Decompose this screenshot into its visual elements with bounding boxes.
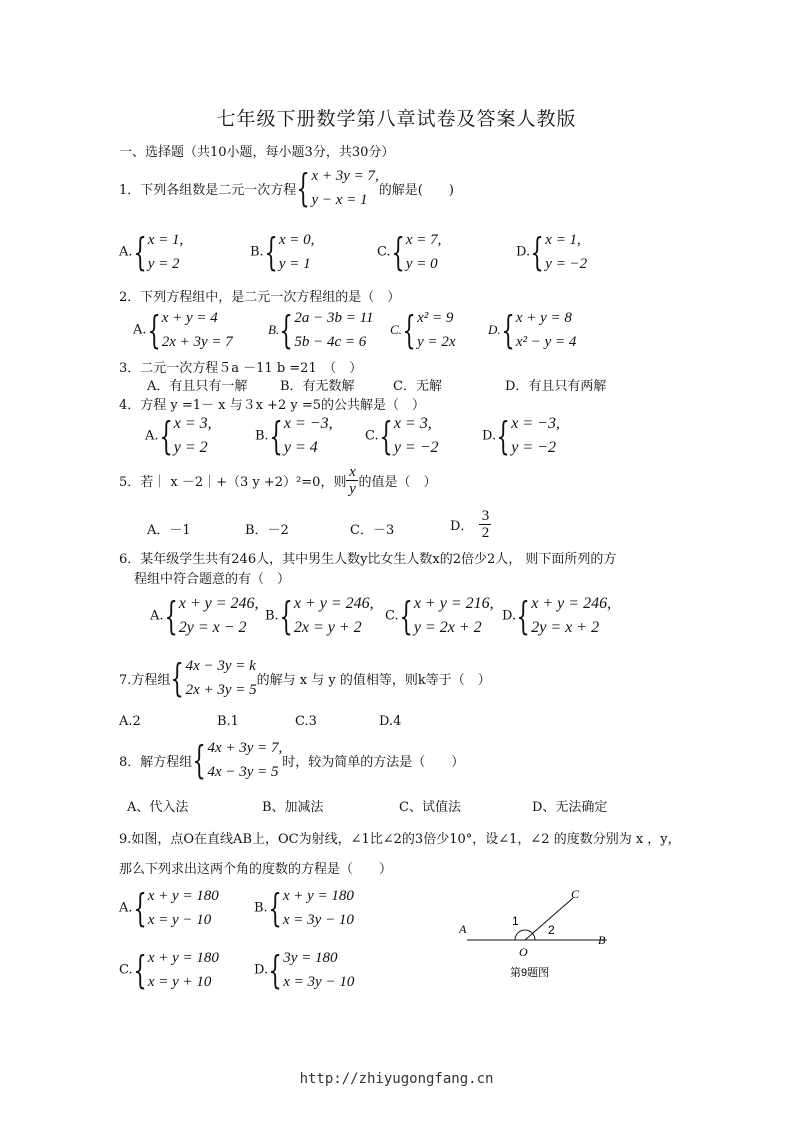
q5-stem: 5．若｜ x －2｜+（3 y +2）²=0，则 [119, 475, 347, 490]
q1-system: { x + 3y = 7, y − x = 1 [296, 166, 379, 210]
question-8 [119, 736, 464, 784]
q6-option-c: C. { x + y = 216, y = 2x + 2 [385, 594, 494, 638]
angle-1-label: 1 [512, 914, 519, 928]
q6-option-b: B. { x + y = 246, 2x = y + 2 [265, 594, 374, 638]
point-b-label: B [598, 933, 606, 947]
question-5 [119, 464, 436, 497]
q5-option-b: B．－2 [245, 523, 289, 538]
q8-option-a: A、代入法 [127, 800, 189, 815]
page-title: 七年级下册数学第八章试卷及答案人教版 [216, 108, 577, 130]
q8-system: { 4x + 3y = 7, 4x − 3y = 5 [192, 738, 283, 782]
q9-option-d: D. { 3y = 180 x = 3y − 10 [254, 948, 355, 992]
q8-option-d: D、无法确定 [532, 800, 608, 815]
question-6-line-1: 6．某年级学生共有246人，其中男生人数y比女生人数x的2倍少2人， 则下面所列的方 [119, 552, 617, 567]
q2-option-a: A. { x + y = 4 2x + 3y = 7 [133, 308, 233, 352]
angle-arc [515, 930, 535, 940]
question-6-line-2: 程组中符合题意的有（ ） [134, 572, 291, 587]
angle-2-label: 2 [548, 923, 555, 937]
q7-option-b: B.1 [217, 714, 239, 729]
q3-option-c: C．无解 [393, 379, 442, 394]
q6-option-a: A. { x + y = 246, 2y = x − 2 [150, 594, 259, 638]
q6-option-d: D. { x + y = 246, 2y = x + 2 [502, 594, 612, 638]
question-7 [119, 654, 491, 702]
q5-option-c: C．－3 [350, 523, 395, 538]
q1-option-a: A. { x = 1, y = 2 [119, 230, 184, 274]
q3-option-d: D．有且只有两解 [505, 379, 607, 394]
question-2: 2．下列方程组中，是二元一次方程组的是（ ） [119, 290, 401, 305]
q7-system: { 4x − 3y = k 2x + 3y = 5 [170, 656, 257, 700]
q3-option-a: A．有且只有一解 [147, 379, 248, 394]
q4-option-a: A. { x = 3, y = 2 [145, 414, 212, 458]
q8-option-c: C、试值法 [399, 800, 461, 815]
figure-caption: 第9题图 [510, 967, 550, 979]
q9-option-b: B. { x + y = 180 x = 3y − 10 [254, 886, 354, 930]
q7-option-a: A.2 [119, 714, 141, 729]
q9-option-c: C. { x + y = 180 x = y + 10 [119, 948, 219, 992]
q1-option-d: D. { x = 1, y = −2 [516, 230, 588, 274]
q2-option-d: D. { x + y = 8 x² − y = 4 [488, 308, 577, 352]
q4-option-b: B. { x = −3, y = 4 [255, 414, 333, 458]
q7-stem-end: 的解与 x 与 y 的值相等，则k等于（ ） [256, 672, 491, 688]
point-a-label: A [459, 922, 467, 936]
q1-stem: 1．下列各组数是二元一次方程 [119, 182, 297, 198]
question-4: 4．方程 y =1－ x 与３x +2 y =5的公共解是（ ） [119, 398, 426, 413]
q8-stem-end: 时，较为简单的方法是（ ） [282, 754, 465, 770]
q5-stem-end: 的值是（ ） [358, 475, 437, 490]
point-o-label: O [519, 945, 528, 959]
q5-option-a: A．－1 [147, 523, 191, 538]
q3-option-b: B．有无数解 [280, 379, 355, 394]
question-9-line-1: 9.如图，点O在直线AB上，OC为射线，∠1比∠2的3倍少10°，设∠1，∠2 的度数分别为 x ，y， [119, 832, 681, 847]
point-c-label: C [571, 887, 580, 901]
q5-fraction: $\frac{x}{y}$ [346, 464, 358, 497]
section-heading: 一、选择题（共10小题，每小题3分，共30分） [119, 145, 395, 160]
q9-figure [455, 880, 625, 985]
q8-stem: 8．解方程组 [119, 754, 193, 770]
q4-option-d: D. { x = −3, y = −2 [482, 414, 560, 458]
q7-option-d: D.4 [379, 714, 402, 729]
footer-url[interactable]: http://zhiyugongfang.cn [299, 1071, 494, 1087]
q2-option-b: B. { 2a − 3b = 11 5b − 4c = 6 [268, 308, 374, 352]
q5-option-d: D． $\frac{3}{2}$ [450, 508, 491, 541]
question-1 [119, 164, 454, 212]
q7-stem: 7.方程组 [119, 672, 171, 688]
q8-option-b: B、加减法 [262, 800, 324, 815]
q7-option-c: C.3 [295, 714, 317, 729]
q1-option-b: B. { x = 0, y = 1 [250, 230, 315, 274]
q1-stem-end: 的解是( ) [378, 182, 454, 198]
q2-option-c: C. { x² = 9 y = 2x [390, 308, 456, 352]
question-3: 3．二元一次方程５a －11 b =21 （ ） [119, 361, 363, 376]
q4-option-c: C. { x = 3, y = −2 [365, 414, 439, 458]
question-9-line-2: 那么下列求出这两个角的度数的方程是（ ） [119, 862, 393, 877]
q1-option-c: C. { x = 7, y = 0 [377, 230, 442, 274]
q9-option-a: A. { x + y = 180 x = y − 10 [119, 886, 219, 930]
